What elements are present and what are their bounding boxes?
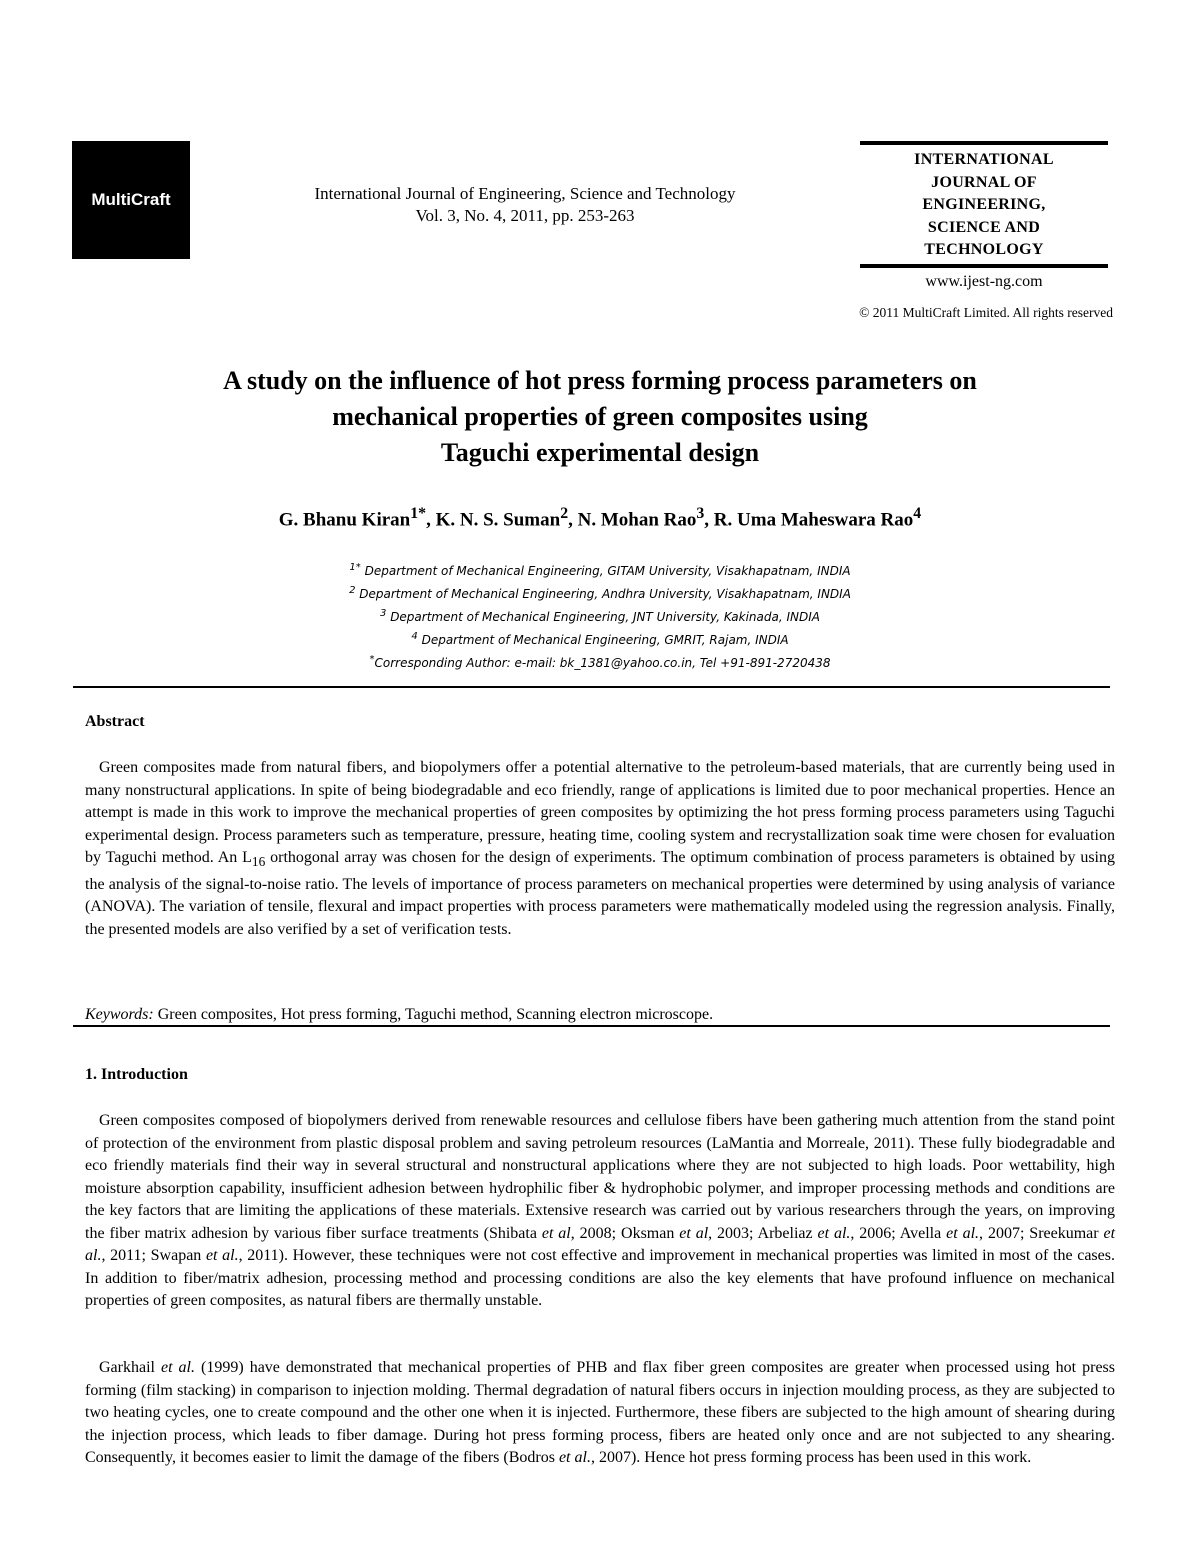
abstract-bottom-divider [73, 1025, 1110, 1027]
title-line: Taguchi experimental design [440, 438, 760, 467]
journal-name: International Journal of Engineering, Science and Technology [314, 184, 736, 203]
author-affiliation-mark: 4 [913, 505, 922, 522]
journal-citation [260, 183, 790, 227]
author-name: N. Mohan Rao [577, 509, 697, 531]
author-affiliation-mark: 3 [696, 505, 705, 522]
affiliation-line [100, 627, 1100, 650]
introduction-paragraph-1 [85, 1110, 1115, 1313]
affiliation-line [100, 558, 1100, 581]
paragraph-text-part: Green composites composed of biopolymers derived from renewable resources and cellulose fibers have been gathering much attention from the stand point of protection of the environment from plastic disposal problem and saving petroleum resources (LaMantia and Morreale, 2011). These fully biodegradable and eco friendly materials find their way in several structural and nonstructural applications where they are not subjected to high loads. Poor wettability, high moisture absorption capability, insufficient adhesion between hydrophilic fiber & hydrophobic polymer, and improper processing methods and conditions are the key factors that are limiting the applications of these materials. Extensive research was carried out by various researchers through the years, on improving the fiber matrix adhesion by various fiber surface treatments (Shibata [85, 1112, 1115, 1242]
paragraph-text-part: , 2011; Swapan [101, 1247, 206, 1264]
citation-et-al: et al. [205, 1247, 239, 1264]
affiliation-text: Department of Mechanical Engineering, GITAM University, Visakhapatnam, INDIA [364, 564, 851, 578]
introduction-paragraph-2 [85, 1357, 1115, 1470]
affiliation-text: Department of Mechanical Engineering, GMRIT, Rajam, INDIA [421, 633, 789, 647]
affiliation-mark: 4 [411, 631, 418, 642]
paragraph-text-part: , 2011). However, these techniques were not cost effective and improvement in mechanical properties was limited in most of the cases. In addition to fiber/matrix adhesion, processing method and processing conditions are also the key elements that have profound influence on mechanical properties of green composites, as natural fibers are thermally unstable. [85, 1247, 1115, 1309]
affiliation-text: Department of Mechanical Engineering, Andhra University, Visakhapatnam, INDIA [359, 587, 851, 601]
affiliation-line [100, 604, 1100, 627]
author-name: G. Bhanu Kiran [278, 509, 411, 531]
abstract-text-part: Green composites made from natural fibers, and biopolymers offer a potential alternative to the petroleum-based materials, that are currently being used in many nonstructural applications. In spite of being biodegradable and eco friendly, range of applications is limited due to poor mechanical properties. Hence an attempt is made in this work to improve the mechanical properties of green composites by optimizing the hot press forming process parameters using Taguchi experimental design. Process parameters such as temperature, pressure, heating time, cooling system and recrystallization soak time were chosen for evaluation by Taguchi method. An L [85, 759, 1115, 866]
paragraph-text-part: , 2008; Oksman [570, 1224, 680, 1242]
corresponding-author: Corresponding Author: e-mail: bk_1381@yahoo.co.in, Tel +91-891-2720438 [374, 656, 831, 670]
journal-masthead [860, 141, 1108, 291]
affiliation-list [100, 558, 1100, 673]
abstract-text-part: orthogonal array was chosen for the design of experiments. The optimum combination of process parameters is obtained by using the analysis of the signal-to-noise ratio. The levels of importance of process parameters on mechanical properties were determined by using analysis of variance (ANOVA). The variation of tensile, flexural and impact properties with process parameters were mathematically modeled using the regression analysis. Finally, the presented models are also verified by a set of verification tests. [85, 849, 1115, 938]
paragraph-text-part: Garkhail [99, 1359, 161, 1376]
masthead-title-line: JOURNAL OF [931, 173, 1037, 191]
citation-et-al: et al [541, 1224, 571, 1242]
author-affiliation-mark: 1* [410, 505, 427, 522]
paragraph-text-part: , 2007). Hence hot press forming process has been used in this work. [590, 1449, 1032, 1466]
multicraft-logo: MultiCraft [72, 141, 190, 259]
paper-title [100, 363, 1100, 471]
paragraph-text-part: , 2006; Avella [850, 1224, 947, 1242]
abstract-subscript: 16 [251, 854, 266, 870]
abstract-top-divider [73, 686, 1110, 688]
paragraph-text-part: (1999) have demonstrated that mechanical properties of PHB and flax fiber green composites are greater when processed using hot press forming (film stacking) in comparison to injection molding. Thermal degradation of natural fibers occurs in injection moulding process, as they are subjected to two heating cycles, one to create compound and the other one when it is injected. Furthermore, these fibers are subjected to the high amount of shearing during the injection process, which leads to fiber damage. During hot press forming process, fibers are heated only once and are not subjected to any shearing. Consequently, it becomes easier to limit the damage of the fibers (Bodros [85, 1359, 1116, 1466]
author-name: R. Uma Maheswara Rao [713, 509, 914, 531]
affiliation-mark: 3 [379, 608, 387, 619]
title-line: A study on the influence of hot press forming process parameters on [223, 366, 977, 395]
affiliation-line [100, 581, 1100, 604]
keywords-label: Keywords: [85, 1006, 154, 1023]
keywords-text: Green composites, Hot press forming, Taguchi method, Scanning electron microscope. [153, 1006, 714, 1023]
abstract-text [85, 757, 1115, 941]
affiliation-mark: 2 [349, 585, 356, 596]
affiliation-text: Department of Mechanical Engineering, JNT University, Kakinada, INDIA [390, 610, 820, 624]
journal-website: www.ijest-ng.com [925, 272, 1043, 290]
masthead-title-line: INTERNATIONAL [914, 151, 1054, 168]
affiliation-line [100, 650, 1100, 673]
citation-et-al: et al. [161, 1359, 196, 1376]
citation-et-al: et al. [946, 1224, 980, 1242]
journal-volume: Vol. 3, No. 4, 2011, pp. 253-263 [415, 206, 635, 225]
paragraph-text-part: , 2007; Sreekumar [979, 1224, 1104, 1242]
affiliation-mark: * [369, 654, 375, 665]
author-name: K. N. S. Suman [435, 509, 561, 531]
introduction-heading: 1. Introduction [85, 1066, 188, 1083]
masthead-title-line: SCIENCE AND [927, 218, 1041, 236]
masthead-title-line: TECHNOLOGY [924, 241, 1044, 258]
citation-et-al: et al. [817, 1224, 851, 1242]
paragraph-text-part: , 2003; Arbeliaz [708, 1224, 818, 1242]
copyright-notice: © 2011 MultiCraft Limited. All rights reserved [859, 305, 1113, 320]
author-list: G. Bhanu Kiran$^{1*}$, K. N. S. Suman$^2$, N. Mohan Rao$^3$, R. Uma Maheswara Rao$^4$ [278, 505, 922, 531]
masthead-title-line: ENGINEERING, [922, 196, 1046, 213]
abstract-heading: Abstract [85, 713, 145, 730]
keywords-line [85, 1006, 713, 1024]
masthead-bottom-rule [860, 264, 1108, 268]
citation-et-al: et al [679, 1224, 709, 1242]
masthead-title [860, 145, 1108, 264]
affiliation-mark: 1* [349, 562, 361, 573]
author-affiliation-mark: 2 [560, 505, 569, 522]
citation-et-al: et al. [85, 1224, 1116, 1264]
citation-et-al: et al. [558, 1449, 591, 1466]
title-line: mechanical properties of green composites using [332, 402, 868, 431]
